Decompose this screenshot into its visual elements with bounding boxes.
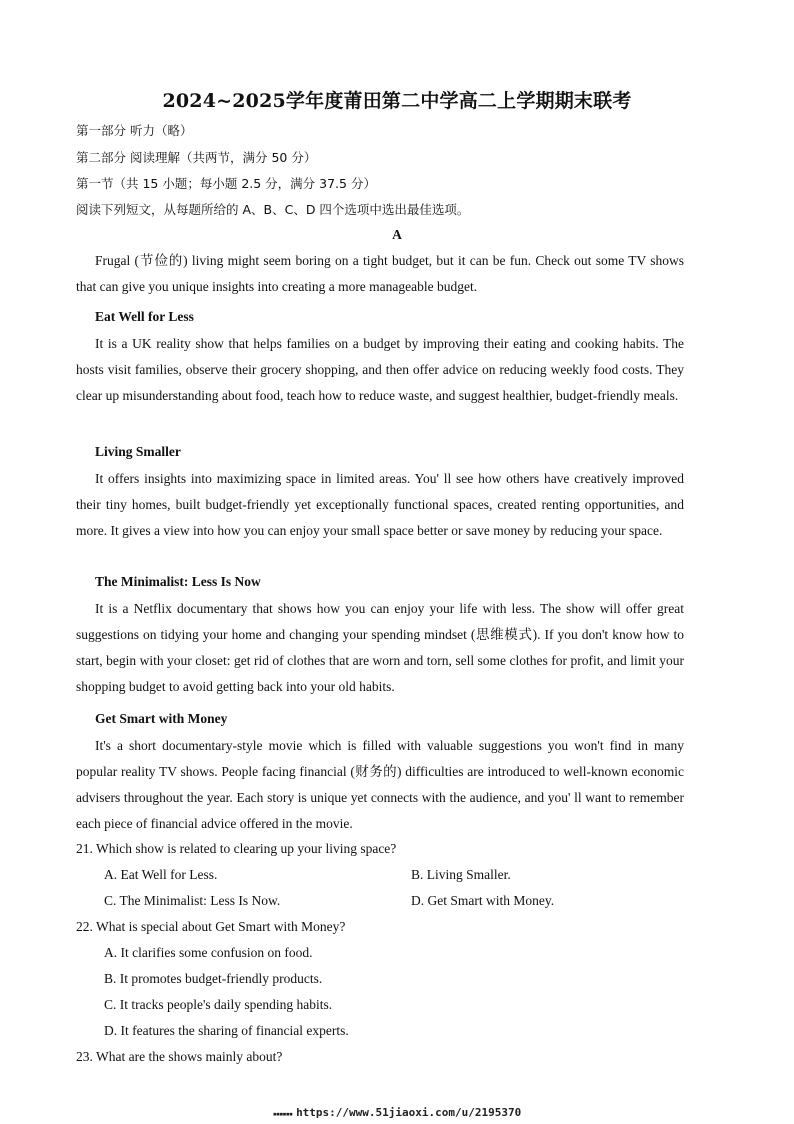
- answer-option: B. It promotes budget-friendly products.: [104, 971, 323, 986]
- answer-option: C. The Minimalist: Less Is Now.: [104, 893, 281, 908]
- show-heading: Eat Well for Less: [95, 309, 194, 324]
- show-heading: Get Smart with Money: [95, 711, 228, 726]
- show-heading: Living Smaller: [95, 444, 181, 459]
- part-one-line: 第一部分 听力（略）: [76, 123, 193, 138]
- answer-option: C. It tracks people's daily spending habits.: [104, 997, 333, 1012]
- show-description: It's a short documentary-style movie which is filled with valuable suggestions you won't find in many popular reality TV shows. People facing financial (财务的) difficulties are introduced to well-known economic advisers throughout the year. Each story is unique yet connects with the audience, and you' ll want to remember each piece of financial advice offered in the movie.: [76, 738, 684, 831]
- exam-title: 2024~2025学年度莆田第二中学高二上学期期末联考: [162, 90, 632, 112]
- answer-option: D. Get Smart with Money.: [411, 893, 555, 908]
- part-two-line: 第二部分 阅读理解（共两节，满分 50 分）: [76, 150, 317, 165]
- section-one-line: 第一节（共 15 小题；每小题 2.5 分，满分 37.5 分）: [76, 176, 376, 191]
- instructions-line: 阅读下列短文，从每题所给的 A、B、C、D 四个选项中选出最佳选项。: [76, 202, 470, 217]
- answer-option: D. It features the sharing of financial experts.: [104, 1023, 349, 1038]
- answer-option: B. Living Smaller.: [411, 867, 511, 882]
- footer-prefix: ▪▪▪▪▪▪: [272, 1110, 293, 1118]
- passage-label: A: [392, 227, 402, 242]
- show-description: It is a Netflix documentary that shows how you can enjoy your life with less. The show will offer great suggestions on tidying your home and changing your spending mindset (思维模式). If you don't know how to start, begin with your closet: get rid of clothes that are worn and torn, sell some clothes for profit, and limit your shopping budget to avoid getting back into your old habits.: [76, 601, 684, 694]
- page-footer: [0, 1106, 794, 1119]
- show-description: It offers insights into maximizing space in limited areas. You' ll see how others have creatively improved their tiny homes, built budget-friendly yet exceptionally functional spaces, created renting opportunities, and more. It gives a view into how you can enjoy your small space better or save money by reducing your space.: [76, 471, 684, 538]
- question-stem: 22. What is special about Get Smart with Money?: [76, 919, 346, 934]
- show-heading: The Minimalist: Less Is Now: [95, 574, 261, 589]
- question-stem: 21. Which show is related to clearing up your living space?: [76, 841, 397, 856]
- footer-url-link[interactable]: https://www.51jiaoxi.com/u/2195370: [296, 1106, 522, 1119]
- answer-option: A. It clarifies some confusion on food.: [104, 945, 313, 960]
- intro-paragraph: Frugal (节俭的) living might seem boring on a tight budget, but it can be fun. Check out some TV shows that can give you unique insights into creating a more manageable budget.: [76, 253, 684, 294]
- question-stem: 23. What are the shows mainly about?: [76, 1049, 283, 1064]
- show-description: It is a UK reality show that helps families on a budget by improving their eating and cooking habits. The hosts visit families, observe their grocery shopping, and then offer advice on reducing weekly food costs. They clear up misunderstanding about food, teach how to reduce waste, and suggest healthier, budget-friendly meals.: [76, 336, 684, 403]
- answer-option: A. Eat Well for Less.: [104, 867, 218, 882]
